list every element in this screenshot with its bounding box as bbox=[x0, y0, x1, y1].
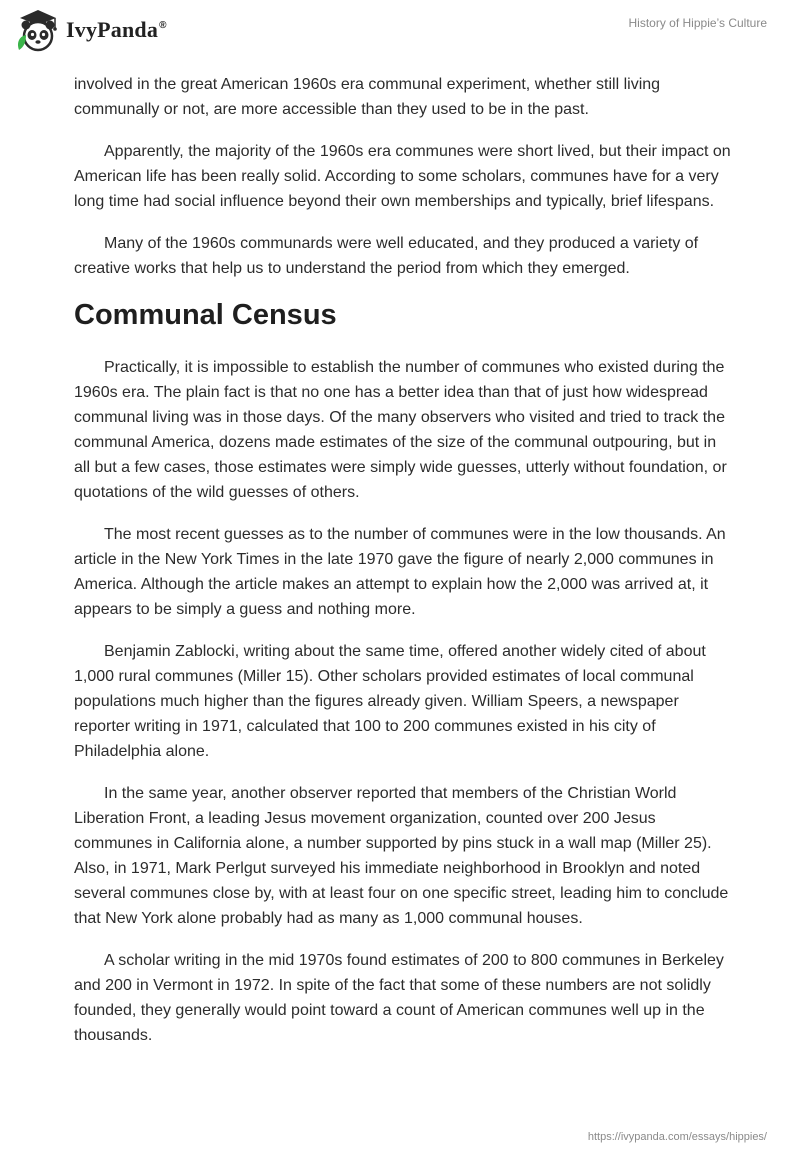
source-url-link[interactable]: https://ivypanda.com/essays/hippies/ bbox=[587, 1131, 767, 1143]
panda-logo-icon bbox=[14, 8, 62, 52]
document-title: History of Hippie’s Culture bbox=[628, 16, 767, 30]
paragraph: Practically, it is impossible to establish the number of communes who existed during the 1960s era. The plain fact is that no one has a better idea than that of just how widespread communal living was in those days. Of the many observers who visited and tried to track the communal America, dozens made estimates of the size of the communal outpouring, but in all but a few cases, those estimates were simply wide guesses, utterly without foundation, or quotations of the wild guesses of others. bbox=[74, 359, 727, 501]
registered-mark: ® bbox=[159, 20, 167, 31]
essay-body bbox=[74, 72, 734, 1065]
paragraph: Many of the 1960s communards were well educated, and they produced a variety of creative works that help us to understand the period from which they emerged. bbox=[74, 235, 699, 277]
ivypanda-logo[interactable] bbox=[14, 8, 167, 52]
paragraph: The most recent guesses as to the number of communes were in the low thousands. An article in the New York Times in the late 1970 gave the figure of nearly 2,000 communes in America. Although the article makes an attempt to explain how the 2,000 was arrived at, it appears to be simply a guess and nothing more. bbox=[74, 526, 726, 618]
paragraph: A scholar writing in the mid 1970s found estimates of 200 to 800 communes in Berkeley and 200 in Vermont in 1972. In spite of the fact that some of these numbers are not solidly founded, they generally would point toward a count of American communes well up in the thousands. bbox=[74, 952, 724, 1044]
paragraph: In the same year, another observer reported that members of the Christian World Liberation Front, a leading Jesus movement organization, counted over 200 Jesus communes in California alone, a number supported by pins stuck in a wall map (Miller 25). Also, in 1971, Mark Perlgut surveyed his immediate neighborhood in Brooklyn and noted several communes close by, with at least four on one specific street, leading him to conclude that New York alone probably had as many as 1,000 communal houses. bbox=[74, 785, 729, 927]
paragraph: Benjamin Zablocki, writing about the same time, offered another widely cited of about 1,000 rural communes (Miller 15). Other scholars provided estimates of local communal populations much higher than the figures already given. William Speers, a newspaper reporter writing in 1971, calculated that 100 to 200 communes existed in his city of Philadelphia alone. bbox=[74, 643, 706, 760]
paragraph-continuation: involved in the great American 1960s era communal experiment, whether still living communally or not, are more accessible than they used to be in the past. bbox=[74, 76, 661, 118]
section-heading: Communal Census bbox=[74, 299, 337, 331]
page-header bbox=[0, 0, 800, 64]
brand-name: IvyPanda® bbox=[66, 17, 167, 42]
paragraph: Apparently, the majority of the 1960s era communes were short lived, but their impact on American life has been really solid. According to some scholars, communes have for a very long time had social influence beyond their own memberships and typically, brief lifespans. bbox=[74, 143, 731, 210]
